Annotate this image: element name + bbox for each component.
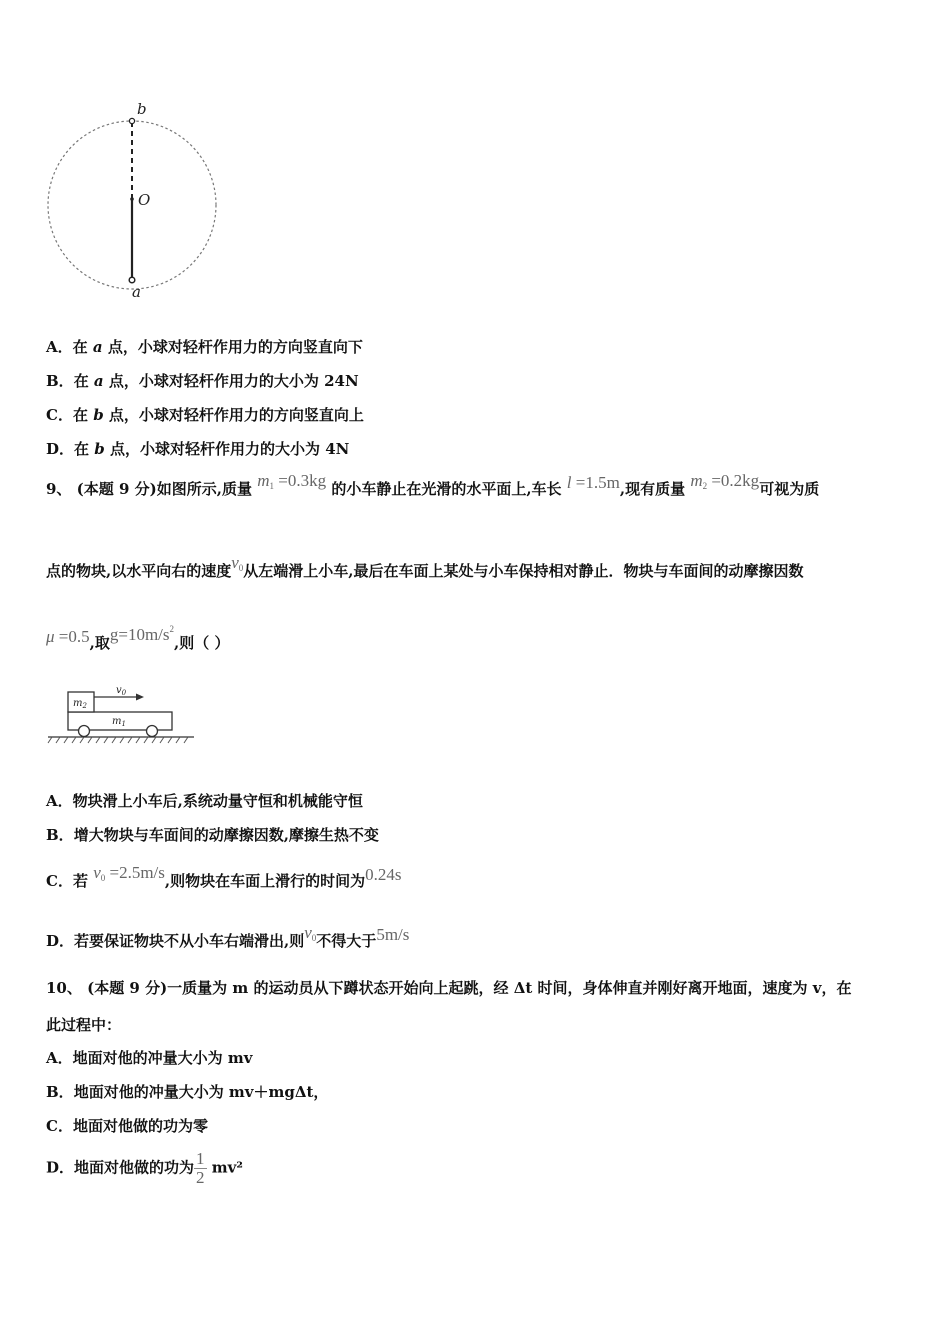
- q10-stem-line2: 此过程中：: [46, 1016, 122, 1034]
- m1-expression: $m_1 =0.3kg$: [257, 471, 327, 491]
- arrow-head-icon: [136, 694, 144, 701]
- fraction-one-half: $\frac{1}{2}$: [196, 1149, 205, 1187]
- option-letter: A．: [46, 792, 73, 810]
- label-a: a: [132, 283, 141, 301]
- q10-stem-line1: 10、 (本题 9 分)一质量为 m 的运动员从下蹲状态开始向上起跳，经 Δt 时间，身体伸直并刚好离开地面，速度为 v，在: [46, 979, 852, 997]
- option-letter: D．: [46, 440, 75, 458]
- option-letter: D．: [46, 932, 75, 950]
- point-a: [129, 277, 135, 283]
- q8-option-a[interactable]: A．在 a 点，小球对轻杆作用力的方向竖直向下: [46, 338, 363, 356]
- option-letter: D．: [46, 1158, 75, 1177]
- v0-label: $v_0$: [116, 685, 127, 697]
- q9-stem-line1: 9、 (本题 9 分)如图所示,质量 $m_1 =0.3kg$ 的小车静止在光滑的水平面上,车长 l =1.5m,现有质量 $m_2 =0.2kg$可视为质: [46, 471, 820, 498]
- cart-wheel-right: [147, 726, 158, 737]
- q9-stem-line3: μ =0.5,取$g=10m/s^2$,则（ ）: [46, 624, 230, 652]
- q10-option-d[interactable]: D．地面对他做的功为 $\frac{1}{2}$ mv²: [46, 1149, 243, 1187]
- q8-option-b[interactable]: B．在 a 点，小球对轻杆作用力的大小为 24N: [46, 372, 359, 390]
- option-letter: A．: [46, 338, 73, 356]
- question-points: (本题 9 分): [76, 480, 157, 498]
- label-b: b: [137, 100, 147, 118]
- q9-option-b[interactable]: B．增大物块与车面间的动摩擦因数,摩擦生热不变: [46, 826, 379, 844]
- q9-option-d[interactable]: D．若要保证物块不从小车右端滑出,则$v_0$不得大于5m/s: [46, 923, 410, 950]
- option-letter: C．: [46, 406, 73, 424]
- m2-expression: $m_2 =0.2kg$: [690, 471, 760, 491]
- label-o: O: [138, 191, 151, 209]
- q9-option-c[interactable]: C．若 $v_0 =2.5m/s$,则物块在车面上滑行的时间为0.24s: [46, 863, 402, 890]
- length-expression: l =1.5m: [566, 473, 620, 492]
- q10-option-a[interactable]: A．地面对他的冲量大小为 mv: [46, 1049, 253, 1067]
- q10-option-b[interactable]: B．地面对他的冲量大小为 mv＋mgΔt，: [46, 1083, 329, 1101]
- option-letter: B．: [46, 1083, 74, 1101]
- cart-figure: [46, 680, 196, 746]
- speed-limit-value: 5m/s: [376, 925, 410, 944]
- option-letter: C．: [46, 872, 73, 890]
- option-letter: B．: [46, 372, 74, 390]
- m1-label: $m_1$: [112, 716, 126, 728]
- q9-option-a[interactable]: A．物块滑上小车后,系统动量守恒和机械能守恒: [46, 792, 363, 810]
- q10-option-c[interactable]: C．地面对他做的功为零: [46, 1117, 208, 1135]
- v0-symbol: $v_0$: [304, 923, 317, 943]
- v0-expression: $v_0$: [231, 553, 244, 573]
- cart-wheel-left: [79, 726, 90, 737]
- point-o: [130, 197, 134, 201]
- q9-stem-line2: 点的物块,以水平向右的速度$v_0$从左端滑上小车,最后在车面上某处与小车保持相对静止．物块与车面间的动摩擦因数: [46, 553, 804, 580]
- gravity-expression: $g=10m/s^2$: [109, 624, 175, 644]
- q8-option-d[interactable]: D．在 b 点，小球对轻杆作用力的大小为 4N: [46, 440, 350, 458]
- point-b: [129, 118, 134, 123]
- option-letter: B．: [46, 826, 74, 844]
- question-number: 10、: [46, 979, 82, 997]
- option-letter: A．: [46, 1049, 73, 1067]
- question-number: 9、: [46, 480, 72, 498]
- circle-figure: [40, 95, 230, 305]
- time-value: 0.24s: [365, 865, 402, 884]
- v0-value-expression: $v_0 =2.5m/s$: [93, 863, 165, 883]
- ground-hatching: [48, 737, 188, 743]
- option-letter: C．: [46, 1117, 73, 1135]
- mu-expression: μ =0.5: [46, 627, 90, 646]
- m2-label: $m_2$: [73, 698, 87, 710]
- q8-option-c[interactable]: C．在 b 点，小球对轻杆作用力的方向竖直向上: [46, 406, 364, 424]
